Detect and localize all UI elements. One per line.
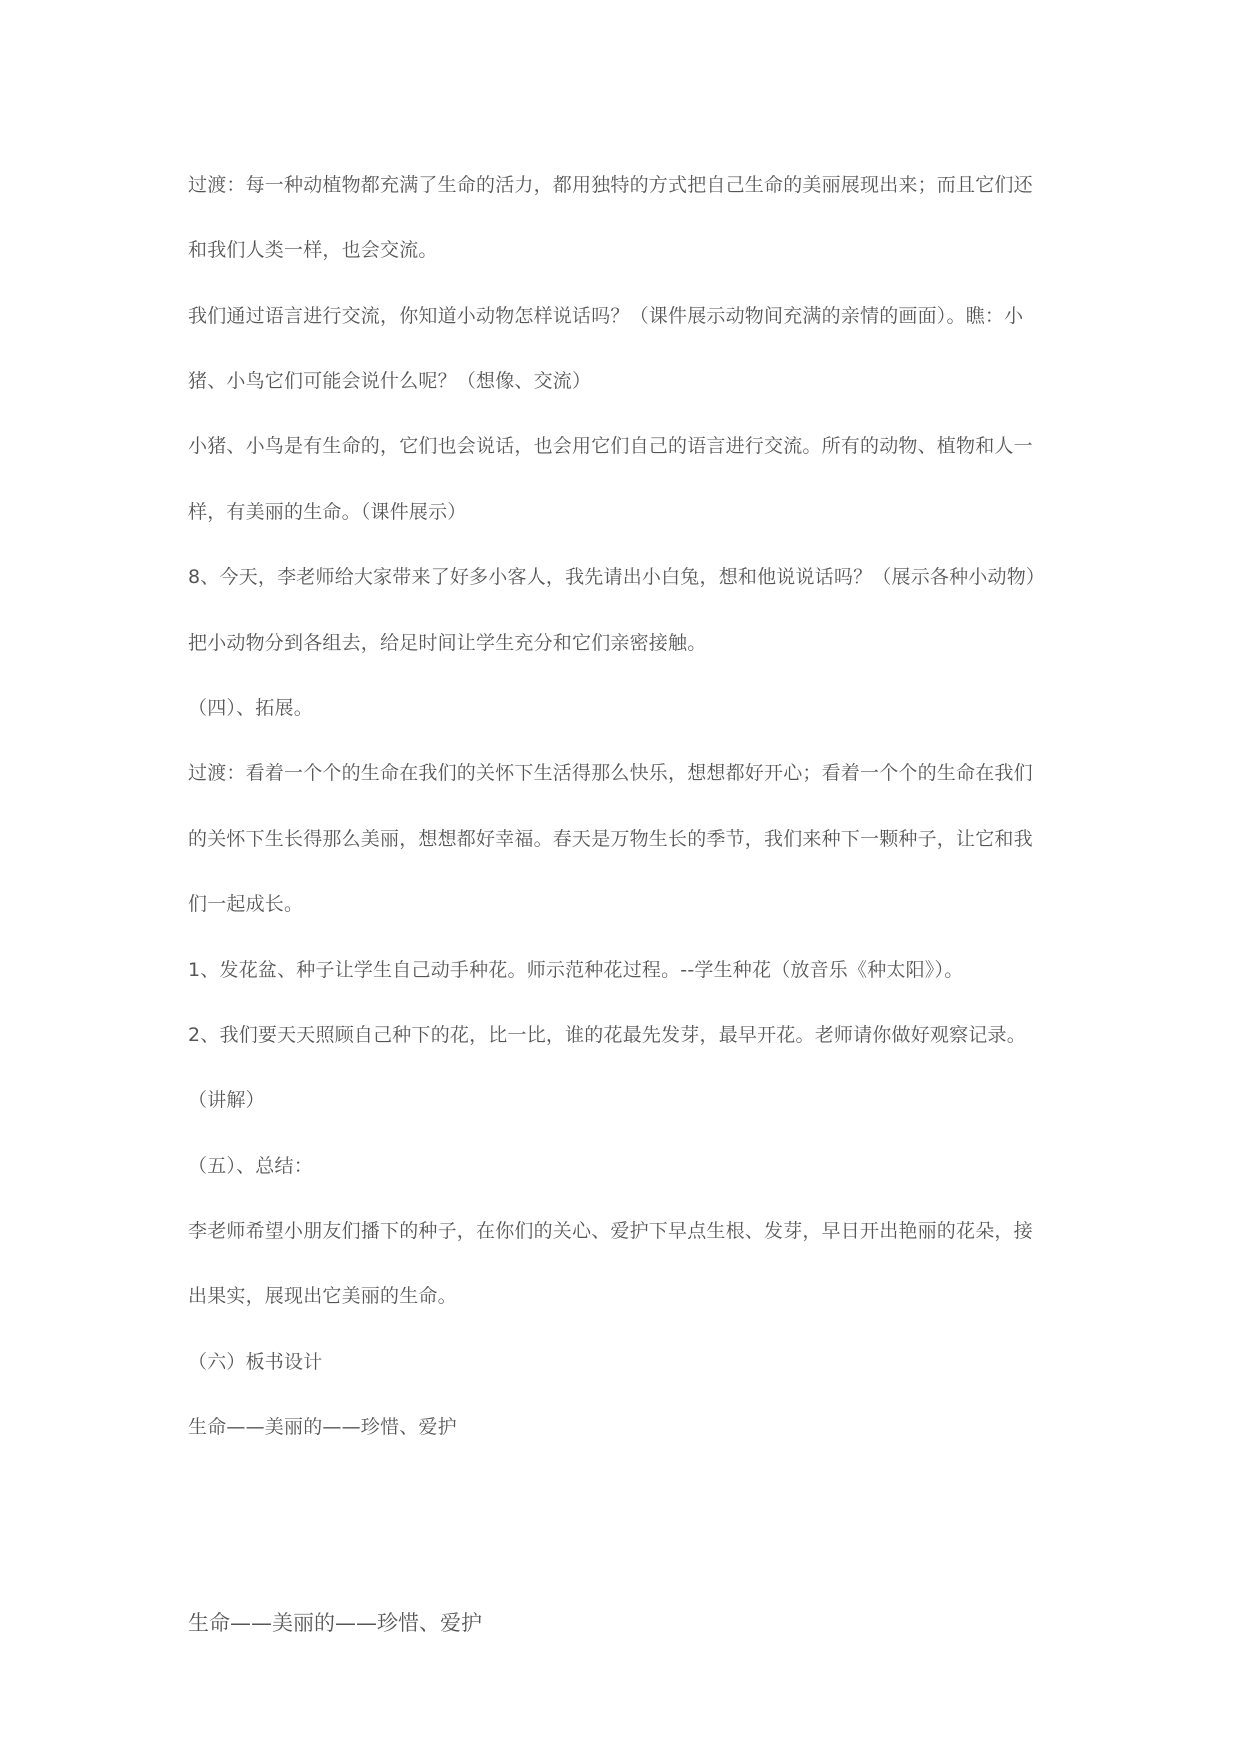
paragraph-line: 和我们人类一样，也会交流。 xyxy=(188,239,438,261)
paragraph-line: 生命——美丽的——珍惜、爱护 xyxy=(188,1416,457,1438)
paragraph-line: 猪、小鸟它们可能会说什么呢？（想像、交流） xyxy=(188,370,592,392)
paragraph-line: 把小动物分到各组去，给足时间让学生充分和它们亲密接触。 xyxy=(188,632,707,654)
paragraph-line: 样，有美丽的生命。（课件展示） xyxy=(188,501,467,523)
paragraph-line: 出果实，展现出它美丽的生命。 xyxy=(188,1285,457,1307)
section-heading: （五）、总结： xyxy=(188,1155,313,1177)
paragraph-line: 的关怀下生长得那么美丽，想想都好幸福。春天是万物生长的季节，我们来种下一颗种子，让它和我 xyxy=(188,828,1033,850)
paragraph-line: 们一起成长。 xyxy=(188,893,304,915)
section-heading: （四）、拓展。 xyxy=(188,697,313,719)
paragraph-line: 李老师希望小朋友们播下的种子，在你们的关心、爱护下早点生根、发芽，早日开出艳丽的花朵，接 xyxy=(188,1220,1033,1242)
paragraph-line: 1、发花盆、种子让学生自己动手种花。师示范种花过程。--学生种花（放音乐《种太阳》）。 xyxy=(188,959,964,981)
paragraph-line: （讲解） xyxy=(188,1089,265,1111)
paragraph-line: 8、今天，李老师给大家带来了好多小客人，我先请出小白兔，想和他说说话吗？（展示各种小动物） xyxy=(188,566,1046,588)
paragraph-line: 2、我们要天天照顾自己种下的花，比一比，谁的花最先发芽，最早开花。老师请你做好观察记录。 xyxy=(188,1024,1026,1046)
section-heading: （六）板书设计 xyxy=(188,1351,323,1373)
paragraph-line: 我们通过语言进行交流，你知道小动物怎样说话吗？（课件展示动物间充满的亲情的画面）。瞧：小 xyxy=(188,305,1024,327)
paragraph-line: 过渡：每一种动植物都充满了生命的活力，都用独特的方式把自己生命的美丽展现出来；而且它们还 xyxy=(188,174,1033,196)
paragraph-line: 小猪、小鸟是有生命的，它们也会说话，也会用它们自己的语言进行交流。所有的动物、植物和人一 xyxy=(188,435,1033,457)
paragraph-line: 过渡：看着一个个的生命在我们的关怀下生活得那么快乐，想想都好开心；看着一个个的生命在我们 xyxy=(188,762,1033,784)
footer-line: 生命——美丽的——珍惜、爱护 xyxy=(188,1611,482,1635)
